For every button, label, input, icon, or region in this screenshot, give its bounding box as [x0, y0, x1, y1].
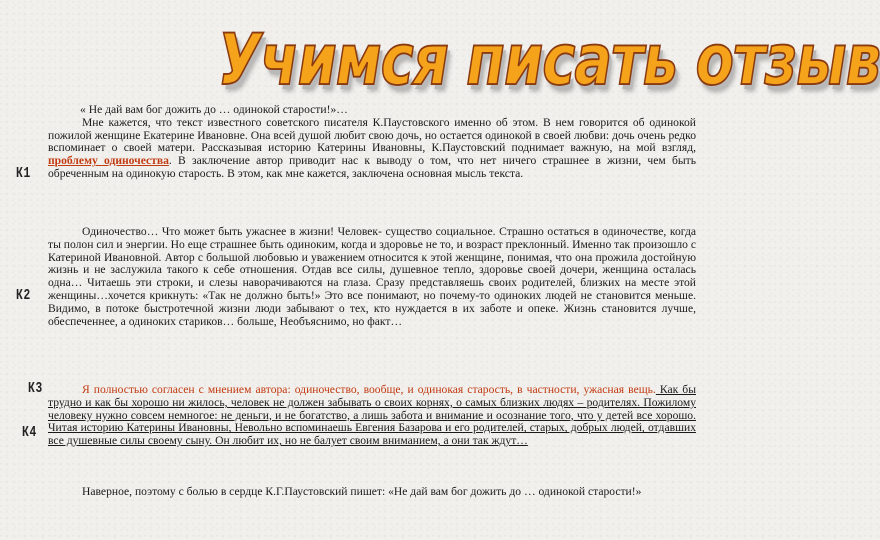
- criterion-label-k4: К4: [22, 424, 38, 441]
- paragraph-conclusion: Наверное, поэтому с болью в сердце К.Г.Паустовский пишет: «Не дай вам бог дожить до … одинокой старости!»: [82, 485, 642, 498]
- criterion-label-k2: К2: [16, 287, 32, 304]
- criterion-label-k3: К3: [28, 380, 44, 397]
- opening-quote: « Не дай вам бог дожить до … одинокой старости!»…: [80, 103, 348, 116]
- argument-text: Как бы трудно и как бы хорошо ни жилось, человек не должен забывать о своих корнях, о самых близких людях – родителях. Пожилому человеку нужно совсем немногое: не деньги, и не богатство, а лишь забота и внимание и осознание того, что у детей все хорошо. Читая историю Катерины Ивановны, Невольно вспоминаешь Евгения Базарова и его родителей, старых, добрых людей, отдавших все душевные силы своему сыну. Он любит их, но не балует своим вниманием, а они так ждут…: [48, 383, 696, 448]
- paragraph-introduction: [48, 104, 696, 181]
- slide-title: Учимся писать отзыв: [218, 20, 880, 102]
- paragraph-author-position: [48, 384, 696, 448]
- criterion-label-k1: К1: [16, 165, 32, 182]
- paragraph-commentary: Одиночество… Что может быть ужаснее в жизни! Человек- существо социальное. Страшно остаться в одиночестве, когда ты полон сил и энергии. Но еще страшнее быть одиноким, когда и здоровье не то, и возраст преклонный. Именно так произошло с Катериной Ивановной. Автор с большой любовью и уважением относится к этой женщине, понимая, что она прожила достойную жизнь и не заслужила такого к себе отношения. Отдав все силы, душевное тепло, здоровье своей дочери, женщина осталась одна… Читаешь эти строки, и слезы наворачиваются на глаза. Сразу представляешь своих родителей, близких на месте этой женщины…хочется крикнуть: «Так не должно быть!» Это все понимают, но почему-то одиноких людей не становится меньше. Видимо, в потоке быстротечной жизни люди забывают о тех, кто нуждается в их заботе и опеке. Жизнь становится лучше, обеспеченнее, а одиноких стариков… больше, Необъяснимо, но факт…: [48, 225, 696, 328]
- problem-highlight: проблему одиночества: [48, 154, 169, 168]
- agreement-statement: Я полностью согласен с мнением автора: одиночество, вообще, и одинокая старость, в частности, ужасная вещь.: [82, 383, 656, 396]
- paragraph-introduction-body: Мне кажется, что текст известного советского писателя К.Паустовского именно об этом. В нем говорится об одинокой пожилой женщине Екатерине Ивановне. Она всей душой любит свою дочь, но остается одинокой в своей любви: дочь очень редко вспоминает о своей матери. Рассказывая историю Катерины Ивановны, К.Паустовский поднимает важную, на мой взгляд, проблему одиночества. В заключение автор приводит нас к выводу о том, что нет ничего страшнее в жизни, чем быть обреченным на одинокую старость. В этом, как мне кажется, заключена основная мысль текста.: [48, 115, 696, 180]
